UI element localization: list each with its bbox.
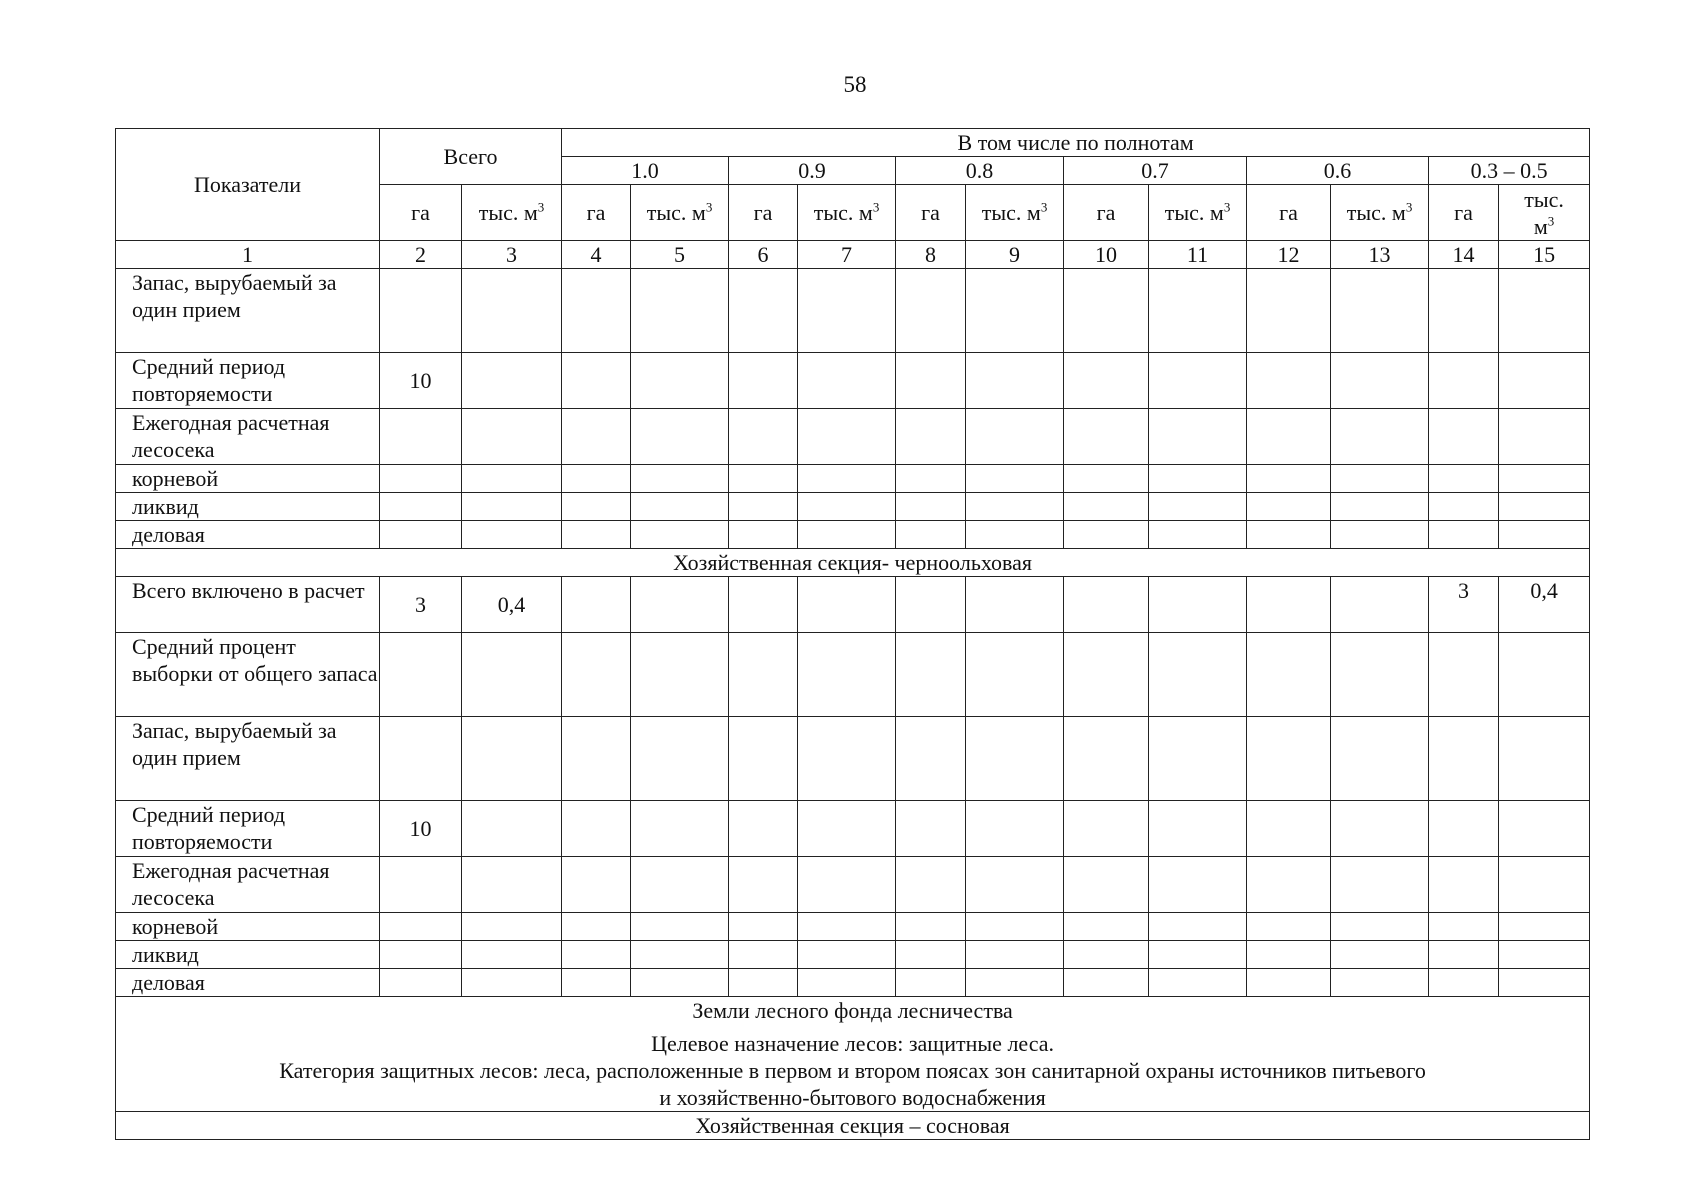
table-cell [1064, 941, 1149, 969]
table-cell [380, 633, 462, 717]
table-row [116, 969, 1590, 997]
table-cell [1429, 633, 1499, 717]
table-cell [380, 941, 462, 969]
table-cell [729, 969, 798, 997]
table-cell [1499, 857, 1590, 913]
table-cell [1499, 969, 1590, 997]
table-cell [462, 409, 562, 465]
table-cell [1247, 913, 1331, 941]
table-cell [1331, 465, 1429, 493]
table-cell [562, 969, 631, 997]
table-cell [896, 465, 966, 493]
header-density-0-7: 0.7 [1064, 157, 1247, 185]
table-cell [380, 857, 462, 913]
table-cell [562, 521, 631, 549]
table-cell [896, 801, 966, 857]
table-cell [631, 269, 729, 353]
unit-ha: га [380, 185, 462, 241]
table-cell [1331, 269, 1429, 353]
column-number: 2 [380, 241, 462, 269]
table-cell [729, 353, 798, 409]
table-cell [1149, 493, 1247, 521]
row-label: корневой [116, 465, 380, 493]
table-cell [631, 857, 729, 913]
table-cell [896, 633, 966, 717]
table-cell [380, 969, 462, 997]
table-cell [1331, 969, 1429, 997]
table-cell [966, 521, 1064, 549]
table-cell [1064, 717, 1149, 801]
section-heading-alder: Хозяйственная секция- черноольховая [116, 549, 1590, 577]
table-cell [1064, 269, 1149, 353]
table-cell [729, 465, 798, 493]
table-cell [1429, 521, 1499, 549]
table-cell [462, 941, 562, 969]
table-cell [1064, 913, 1149, 941]
table-cell [1247, 801, 1331, 857]
table-cell [1429, 941, 1499, 969]
table-cell [562, 577, 631, 633]
table-row [116, 577, 1590, 633]
unit-ha: га [1064, 185, 1149, 241]
table-cell [1064, 857, 1149, 913]
table-cell [1149, 941, 1247, 969]
table-cell [966, 409, 1064, 465]
table-cell [1247, 269, 1331, 353]
table-cell [1331, 941, 1429, 969]
table-cell [1499, 353, 1590, 409]
forest-fund-notice-line: и хозяйственно-бытового водоснабжения [659, 1085, 1046, 1110]
table-cell [631, 353, 729, 409]
table-cell [896, 493, 966, 521]
row-label: Ежегодная расчетная лесосека [116, 857, 380, 913]
table-row [116, 941, 1590, 969]
row-label: Всего включено в расчет [116, 577, 380, 633]
table-cell [1247, 493, 1331, 521]
row-label: деловая [116, 969, 380, 997]
table-cell [1064, 409, 1149, 465]
column-number: 9 [966, 241, 1064, 269]
table-cell [462, 801, 562, 857]
table-cell [1331, 493, 1429, 521]
forest-fund-notice [116, 997, 1590, 1112]
table-cell [798, 941, 896, 969]
table-cell [562, 857, 631, 913]
row-label: Запас, вырубаемый за один прием [116, 717, 380, 801]
row-label: Средний процент выборки от общего запаса [116, 633, 380, 717]
row-label: Ежегодная расчетная лесосека [116, 409, 380, 465]
section-heading-pine: Хозяйственная секция – сосновая [116, 1112, 1590, 1140]
table-row [116, 353, 1590, 409]
table-cell [631, 409, 729, 465]
table-cell [1149, 969, 1247, 997]
column-number: 4 [562, 241, 631, 269]
table-cell [1499, 409, 1590, 465]
table-cell [729, 941, 798, 969]
table-cell [380, 409, 462, 465]
table-cell [798, 269, 896, 353]
table-cell [896, 353, 966, 409]
table-cell [1499, 801, 1590, 857]
unit-ha: га [729, 185, 798, 241]
header-total: Всего [380, 129, 562, 185]
table-cell: 10 [380, 353, 462, 409]
column-number: 3 [462, 241, 562, 269]
table-cell [798, 633, 896, 717]
table-cell [896, 969, 966, 997]
table-cell [1149, 521, 1247, 549]
table-cell [1064, 493, 1149, 521]
table-cell [966, 493, 1064, 521]
table-cell [966, 801, 1064, 857]
unit-thousand-m3: тыс. $м^3$ [1331, 185, 1429, 241]
table-cell [1331, 521, 1429, 549]
table-cell [896, 857, 966, 913]
table-cell [1247, 577, 1331, 633]
unit-thousand-m3: тыс. $м^3$ [1149, 185, 1247, 241]
table-cell [1149, 801, 1247, 857]
table-cell [462, 717, 562, 801]
column-number: 10 [1064, 241, 1149, 269]
table-cell [1247, 717, 1331, 801]
table-cell [729, 493, 798, 521]
header-indicators: Показатели [116, 129, 380, 241]
table-cell [631, 913, 729, 941]
table-cell: 0,4 [1499, 577, 1590, 633]
row-label: деловая [116, 521, 380, 549]
table-cell [462, 913, 562, 941]
table-cell [798, 913, 896, 941]
row-label: ликвид [116, 493, 380, 521]
column-number: 13 [1331, 241, 1429, 269]
table-cell [1499, 493, 1590, 521]
table-cell [1149, 577, 1247, 633]
table-cell [966, 969, 1064, 997]
table-cell [1247, 857, 1331, 913]
forest-fund-notice-line: Земли лесного фонда лесничества [692, 998, 1013, 1023]
table-cell [631, 493, 729, 521]
unit-ha: га [562, 185, 631, 241]
forest-fund-notice-line: Категория защитных лесов: леса, расположенные в первом и втором поясах зон санитарной охраны источников питьевого [279, 1058, 1426, 1083]
table-row [116, 269, 1590, 353]
table-cell [562, 493, 631, 521]
table-cell [798, 465, 896, 493]
table-cell [966, 465, 1064, 493]
table-cell [1331, 857, 1429, 913]
table-cell [1149, 353, 1247, 409]
table-cell [462, 969, 562, 997]
table-cell [1499, 521, 1590, 549]
table-cell [462, 521, 562, 549]
table-cell [631, 717, 729, 801]
table-cell [966, 717, 1064, 801]
table-cell [1247, 941, 1331, 969]
header-density-0-3-0-5: 0.3 – 0.5 [1429, 157, 1590, 185]
table-cell [1149, 857, 1247, 913]
forest-fund-notice-line: Целевое назначение лесов: защитные леса. [651, 1031, 1055, 1056]
table-cell: 0,4 [462, 577, 562, 633]
table-cell [1429, 493, 1499, 521]
table-cell [896, 521, 966, 549]
table-cell [1331, 577, 1429, 633]
table-cell [462, 465, 562, 493]
table-row [116, 717, 1590, 801]
column-number: 5 [631, 241, 729, 269]
table-cell [1499, 269, 1590, 353]
column-number: 6 [729, 241, 798, 269]
table-cell [562, 409, 631, 465]
table-row [116, 409, 1590, 465]
column-number: 7 [798, 241, 896, 269]
table-cell [966, 857, 1064, 913]
table-row [116, 913, 1590, 941]
table-cell [631, 941, 729, 969]
table-cell [631, 633, 729, 717]
table-cell [1247, 353, 1331, 409]
table-cell [1064, 633, 1149, 717]
table-row [116, 521, 1590, 549]
table-cell [966, 269, 1064, 353]
table-cell [729, 913, 798, 941]
table-cell [1064, 521, 1149, 549]
table-cell [966, 941, 1064, 969]
table-cell [1429, 913, 1499, 941]
table-cell [966, 353, 1064, 409]
table-cell [896, 913, 966, 941]
table-cell [798, 521, 896, 549]
table-cell [729, 857, 798, 913]
column-number: 1 [116, 241, 380, 269]
table-cell [1149, 717, 1247, 801]
row-label: Средний период повторяемости [116, 353, 380, 409]
row-label: ликвид [116, 941, 380, 969]
table-cell [380, 717, 462, 801]
table-cell [798, 409, 896, 465]
table-cell [1429, 717, 1499, 801]
table-cell [1499, 913, 1590, 941]
table-cell [966, 577, 1064, 633]
unit-thousand-m3-stacked: тыс. $м^3$ [1499, 185, 1590, 241]
table-cell: 10 [380, 801, 462, 857]
table-cell [380, 913, 462, 941]
table-cell [462, 353, 562, 409]
table-cell [798, 857, 896, 913]
table-cell [1149, 269, 1247, 353]
table-cell [896, 577, 966, 633]
table-cell [896, 941, 966, 969]
header-density-0-9: 0.9 [729, 157, 896, 185]
header-density-0-6: 0.6 [1247, 157, 1429, 185]
column-number: 8 [896, 241, 966, 269]
unit-ha: га [1247, 185, 1331, 241]
table-cell [631, 969, 729, 997]
table-cell [966, 633, 1064, 717]
table-cell [1429, 857, 1499, 913]
column-number: 11 [1149, 241, 1247, 269]
column-number: 12 [1247, 241, 1331, 269]
table-cell [1064, 465, 1149, 493]
table-cell [1064, 801, 1149, 857]
page-number: 58 [843, 72, 867, 97]
header-by-density: В том числе по полнотам [562, 129, 1590, 157]
table-cell [631, 521, 729, 549]
table-cell [1331, 633, 1429, 717]
table-row [116, 633, 1590, 717]
allowable-cut-table [115, 128, 1590, 1140]
table-cell [562, 353, 631, 409]
table-cell [631, 577, 729, 633]
header-density-1-0: 1.0 [562, 157, 729, 185]
table-cell [562, 913, 631, 941]
table-cell [798, 353, 896, 409]
table-cell [729, 633, 798, 717]
table-cell [1429, 409, 1499, 465]
table-cell [1331, 801, 1429, 857]
table-cell [562, 801, 631, 857]
table-cell [462, 633, 562, 717]
table-cell [896, 269, 966, 353]
table-cell [1149, 913, 1247, 941]
table-cell [1331, 353, 1429, 409]
table-cell [729, 409, 798, 465]
table-cell [380, 493, 462, 521]
row-label: Запас, вырубаемый за один прием [116, 269, 380, 353]
table-cell [1247, 521, 1331, 549]
table-cell [1247, 409, 1331, 465]
unit-ha: га [1429, 185, 1499, 241]
table-cell [631, 801, 729, 857]
table-cell [562, 465, 631, 493]
table-cell [1429, 969, 1499, 997]
table-cell [798, 969, 896, 997]
table-cell [729, 801, 798, 857]
table-cell [462, 493, 562, 521]
row-label: корневой [116, 913, 380, 941]
table-cell [1247, 465, 1331, 493]
table-cell [462, 269, 562, 353]
row-label: Средний период повторяемости [116, 801, 380, 857]
table-cell [1429, 269, 1499, 353]
table-cell [380, 521, 462, 549]
column-number: 15 [1499, 241, 1590, 269]
table-cell [798, 717, 896, 801]
table-cell [896, 717, 966, 801]
table-cell [1064, 969, 1149, 997]
table-row [116, 465, 1590, 493]
table-cell [1429, 465, 1499, 493]
header-density-0-8: 0.8 [896, 157, 1064, 185]
table-cell [729, 269, 798, 353]
unit-thousand-m3: тыс. $м^3$ [462, 185, 562, 241]
table-cell [1331, 409, 1429, 465]
table-row [116, 801, 1590, 857]
unit-thousand-m3: тыс. $м^3$ [798, 185, 896, 241]
table-cell [1499, 717, 1590, 801]
unit-thousand-m3: тыс. $м^3$ [966, 185, 1064, 241]
table-cell [562, 941, 631, 969]
table-cell [380, 465, 462, 493]
table-row [116, 857, 1590, 913]
table-cell [1149, 409, 1247, 465]
table-cell [1499, 941, 1590, 969]
table-cell [562, 717, 631, 801]
table-cell [729, 717, 798, 801]
table-cell [729, 521, 798, 549]
table-cell [1064, 577, 1149, 633]
table-cell [1331, 913, 1429, 941]
table-row [116, 493, 1590, 521]
table-cell [562, 269, 631, 353]
table-cell [1064, 353, 1149, 409]
table-cell [966, 913, 1064, 941]
table-cell: 3 [1429, 577, 1499, 633]
table-cell [1429, 353, 1499, 409]
unit-thousand-m3: тыс. $м^3$ [631, 185, 729, 241]
table-cell [1247, 969, 1331, 997]
table-cell [1331, 717, 1429, 801]
table-cell [1499, 465, 1590, 493]
unit-ha: га [896, 185, 966, 241]
table-cell [798, 493, 896, 521]
table-cell [462, 857, 562, 913]
table-cell [1429, 801, 1499, 857]
table-cell [1149, 465, 1247, 493]
table-cell [631, 465, 729, 493]
table-cell [729, 577, 798, 633]
table-cell [798, 801, 896, 857]
table-cell [380, 269, 462, 353]
table-cell [562, 633, 631, 717]
table-cell [798, 577, 896, 633]
table-cell [896, 409, 966, 465]
table-cell [1149, 633, 1247, 717]
column-number: 14 [1429, 241, 1499, 269]
table-cell [1499, 633, 1590, 717]
table-cell [1247, 633, 1331, 717]
table-cell: 3 [380, 577, 462, 633]
